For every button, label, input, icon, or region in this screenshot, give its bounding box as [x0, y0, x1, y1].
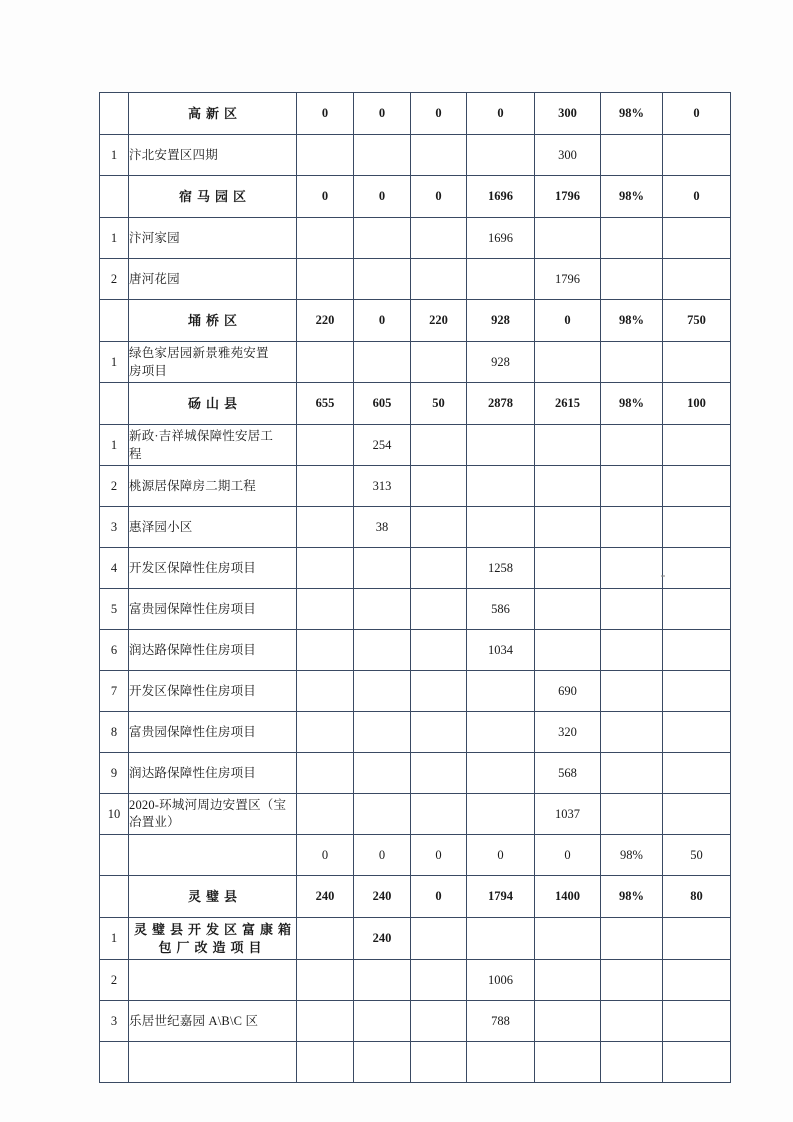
row-value-7: [663, 712, 731, 753]
row-value-2: 0: [354, 300, 411, 342]
row-value-3: 0: [411, 176, 467, 218]
row-name: 开发区保障性住房项目: [129, 671, 297, 712]
table-row: [100, 1001, 731, 1042]
row-value-6: [601, 589, 663, 630]
row-value-1: [297, 960, 354, 1001]
row-value-4: [467, 259, 535, 300]
row-value-6: [601, 712, 663, 753]
row-value-3: [411, 507, 467, 548]
row-value-4: [467, 1042, 535, 1083]
row-index: 10: [100, 794, 129, 835]
row-value-7: [663, 1001, 731, 1042]
row-name: [129, 342, 297, 383]
row-value-2: [354, 671, 411, 712]
row-index: 1: [100, 425, 129, 466]
row-value-5: [535, 589, 601, 630]
row-index: [100, 383, 129, 425]
row-value-4: [467, 425, 535, 466]
row-value-7: [663, 918, 731, 960]
row-value-5: [535, 548, 601, 589]
row-value-2: 313: [354, 466, 411, 507]
row-value-5: [535, 466, 601, 507]
row-value-2: [354, 794, 411, 835]
row-index: 1: [100, 342, 129, 383]
row-value-6: 98%: [601, 176, 663, 218]
row-value-5: [535, 507, 601, 548]
row-value-6: [601, 548, 663, 589]
row-value-2: 240: [354, 876, 411, 918]
row-value-6: 98%: [601, 300, 663, 342]
row-value-7: [663, 135, 731, 176]
row-value-4: 1794: [467, 876, 535, 918]
row-value-1: 0: [297, 835, 354, 876]
row-value-4: 1034: [467, 630, 535, 671]
row-index: 4: [100, 548, 129, 589]
row-value-5: 2615: [535, 383, 601, 425]
row-value-4: 1258: [467, 548, 535, 589]
row-value-1: 240: [297, 876, 354, 918]
row-value-2: [354, 1042, 411, 1083]
row-name: 灵璧县开发区富康箱包厂改造项目: [129, 918, 297, 960]
row-value-7: [663, 630, 731, 671]
row-name: 埇桥区: [129, 300, 297, 342]
row-value-5: 300: [535, 93, 601, 135]
row-name: 富贵园保障性住房项目: [129, 589, 297, 630]
row-index: 7: [100, 671, 129, 712]
row-value-1: [297, 589, 354, 630]
table-row: [100, 753, 731, 794]
row-value-1: 220: [297, 300, 354, 342]
row-value-1: [297, 918, 354, 960]
row-value-5: 320: [535, 712, 601, 753]
row-value-7: 80: [663, 876, 731, 918]
row-value-6: [601, 630, 663, 671]
row-value-1: [297, 507, 354, 548]
row-value-5: [535, 1042, 601, 1083]
row-value-6: 98%: [601, 876, 663, 918]
row-value-6: [601, 918, 663, 960]
row-value-7: [663, 548, 731, 589]
row-index: 2: [100, 259, 129, 300]
row-value-1: [297, 712, 354, 753]
row-value-6: [601, 259, 663, 300]
table-container: [99, 92, 730, 1083]
row-value-1: [297, 342, 354, 383]
row-value-1: [297, 218, 354, 259]
row-value-5: [535, 960, 601, 1001]
row-name-line2: 程: [129, 447, 142, 461]
row-index: 2: [100, 960, 129, 1001]
row-value-5: [535, 425, 601, 466]
row-value-5: 1796: [535, 259, 601, 300]
row-value-4: 2878: [467, 383, 535, 425]
table-row: [100, 794, 731, 835]
row-value-3: [411, 466, 467, 507]
table-row: [100, 876, 731, 918]
row-value-3: [411, 960, 467, 1001]
table-row: [100, 835, 731, 876]
row-value-7: 100: [663, 383, 731, 425]
row-value-1: [297, 753, 354, 794]
table-body: [100, 93, 731, 1083]
row-value-4: [467, 918, 535, 960]
row-value-6: [601, 960, 663, 1001]
row-value-1: [297, 548, 354, 589]
row-value-2: [354, 548, 411, 589]
row-value-4: 0: [467, 835, 535, 876]
row-value-7: [663, 507, 731, 548]
row-value-3: [411, 753, 467, 794]
table-row: [100, 1042, 731, 1083]
row-value-3: [411, 1042, 467, 1083]
row-value-1: [297, 1001, 354, 1042]
row-value-6: [601, 753, 663, 794]
row-value-6: [601, 794, 663, 835]
row-value-6: 98%: [601, 383, 663, 425]
row-value-5: [535, 918, 601, 960]
row-value-3: 0: [411, 876, 467, 918]
row-value-6: [601, 342, 663, 383]
row-value-2: [354, 1001, 411, 1042]
row-name: 乐居世纪嘉园 A\B\C 区: [129, 1001, 297, 1042]
row-name-line2: 房项目: [129, 364, 168, 378]
row-index: [100, 876, 129, 918]
row-value-6: 98%: [601, 93, 663, 135]
table-row: [100, 176, 731, 218]
row-value-7: [663, 671, 731, 712]
table-row: [100, 300, 731, 342]
row-value-3: [411, 548, 467, 589]
housing-project-table: [99, 92, 731, 1083]
row-value-2: [354, 342, 411, 383]
row-value-1: [297, 1042, 354, 1083]
row-index: 5: [100, 589, 129, 630]
row-index: 9: [100, 753, 129, 794]
row-value-2: 254: [354, 425, 411, 466]
row-value-2: [354, 753, 411, 794]
row-value-4: [467, 794, 535, 835]
row-name: 唐河花园: [129, 259, 297, 300]
row-value-3: [411, 425, 467, 466]
table-row: [100, 507, 731, 548]
table-row: [100, 712, 731, 753]
row-value-7: [663, 753, 731, 794]
row-value-7: [663, 1042, 731, 1083]
row-value-3: [411, 1001, 467, 1042]
row-value-3: 0: [411, 93, 467, 135]
row-index: [100, 300, 129, 342]
row-value-7: 0: [663, 176, 731, 218]
row-value-3: [411, 630, 467, 671]
row-name: [129, 835, 297, 876]
row-index: 8: [100, 712, 129, 753]
row-value-5: 0: [535, 300, 601, 342]
row-name: 开发区保障性住房项目: [129, 548, 297, 589]
row-index: 6: [100, 630, 129, 671]
row-value-7: [663, 425, 731, 466]
row-value-5: [535, 342, 601, 383]
row-value-3: [411, 918, 467, 960]
row-value-6: [601, 1042, 663, 1083]
table-row: [100, 630, 731, 671]
row-value-6: [601, 1001, 663, 1042]
row-value-1: [297, 259, 354, 300]
row-value-7: [663, 589, 731, 630]
row-value-5: 690: [535, 671, 601, 712]
row-value-3: [411, 589, 467, 630]
row-value-1: [297, 466, 354, 507]
row-value-4: 1696: [467, 176, 535, 218]
row-value-5: [535, 630, 601, 671]
table-row: [100, 671, 731, 712]
table-row: [100, 135, 731, 176]
row-value-3: [411, 671, 467, 712]
table-row: [100, 383, 731, 425]
row-name-line1: 绿色家居园新景雅苑安置: [129, 345, 269, 360]
scan-artifact: [661, 575, 665, 577]
row-value-4: [467, 671, 535, 712]
row-value-7: 50: [663, 835, 731, 876]
row-value-6: [601, 135, 663, 176]
row-value-7: 0: [663, 93, 731, 135]
row-name: 惠泽园小区: [129, 507, 297, 548]
row-value-4: 928: [467, 300, 535, 342]
row-name: [129, 425, 297, 466]
row-value-4: [467, 507, 535, 548]
row-value-6: [601, 671, 663, 712]
row-value-5: 1796: [535, 176, 601, 218]
row-value-2: [354, 589, 411, 630]
row-value-5: [535, 218, 601, 259]
table-row: [100, 218, 731, 259]
row-name: 砀山县: [129, 383, 297, 425]
row-name: [129, 960, 297, 1001]
row-value-2: [354, 135, 411, 176]
row-value-5: 1400: [535, 876, 601, 918]
row-value-4: [467, 712, 535, 753]
row-value-4: 1006: [467, 960, 535, 1001]
row-value-1: 655: [297, 383, 354, 425]
row-name-line1: 新政·吉祥城保障性安居工: [129, 428, 274, 443]
row-value-2: 38: [354, 507, 411, 548]
row-value-2: 0: [354, 93, 411, 135]
row-index: 1: [100, 918, 129, 960]
row-value-1: [297, 630, 354, 671]
row-value-6: [601, 218, 663, 259]
row-value-1: [297, 135, 354, 176]
row-value-7: [663, 342, 731, 383]
row-name: 灵璧县: [129, 876, 297, 918]
row-name: 汴北安置区四期: [129, 135, 297, 176]
table-row: [100, 259, 731, 300]
row-value-7: [663, 466, 731, 507]
table-row: [100, 548, 731, 589]
row-index: [100, 93, 129, 135]
row-value-3: [411, 218, 467, 259]
row-value-3: [411, 342, 467, 383]
row-index: [100, 176, 129, 218]
row-name: 润达路保障性住房项目: [129, 630, 297, 671]
row-value-1: 0: [297, 176, 354, 218]
row-value-5: 568: [535, 753, 601, 794]
row-value-4: 1696: [467, 218, 535, 259]
row-value-4: [467, 753, 535, 794]
row-value-6: 98%: [601, 835, 663, 876]
row-value-4: 788: [467, 1001, 535, 1042]
row-value-2: [354, 259, 411, 300]
row-value-7: [663, 218, 731, 259]
row-index: 3: [100, 1001, 129, 1042]
table-row: [100, 589, 731, 630]
row-value-1: [297, 794, 354, 835]
row-value-2: [354, 218, 411, 259]
row-value-2: 240: [354, 918, 411, 960]
row-value-7: 750: [663, 300, 731, 342]
row-value-2: 0: [354, 835, 411, 876]
row-index: [100, 835, 129, 876]
row-value-1: [297, 671, 354, 712]
row-value-4: 586: [467, 589, 535, 630]
row-value-1: 0: [297, 93, 354, 135]
row-value-7: [663, 794, 731, 835]
table-row: [100, 466, 731, 507]
row-value-2: 0: [354, 176, 411, 218]
row-name: 富贵园保障性住房项目: [129, 712, 297, 753]
row-value-6: [601, 507, 663, 548]
row-value-3: [411, 794, 467, 835]
row-value-6: [601, 425, 663, 466]
table-row: [100, 93, 731, 135]
row-value-2: 605: [354, 383, 411, 425]
row-value-2: [354, 960, 411, 1001]
row-value-1: [297, 425, 354, 466]
row-name: [129, 1042, 297, 1083]
row-index: 1: [100, 135, 129, 176]
row-value-5: [535, 1001, 601, 1042]
table-row: [100, 960, 731, 1001]
row-value-3: [411, 259, 467, 300]
row-value-7: [663, 259, 731, 300]
row-value-3: 220: [411, 300, 467, 342]
row-value-3: [411, 135, 467, 176]
table-row: [100, 425, 731, 466]
row-value-4: [467, 135, 535, 176]
row-value-4: 0: [467, 93, 535, 135]
row-value-2: [354, 630, 411, 671]
row-index: 2: [100, 466, 129, 507]
row-index: 3: [100, 507, 129, 548]
row-index: [100, 1042, 129, 1083]
row-name: 高新区: [129, 93, 297, 135]
row-value-2: [354, 712, 411, 753]
row-value-3: 0: [411, 835, 467, 876]
row-value-7: [663, 960, 731, 1001]
row-name: 宿马园区: [129, 176, 297, 218]
row-value-5: 0: [535, 835, 601, 876]
row-value-5: 300: [535, 135, 601, 176]
row-index: 1: [100, 218, 129, 259]
row-value-4: [467, 466, 535, 507]
row-value-3: [411, 712, 467, 753]
row-value-3: 50: [411, 383, 467, 425]
row-name: 桃源居保障房二期工程: [129, 466, 297, 507]
table-row: [100, 918, 731, 960]
row-value-6: [601, 466, 663, 507]
row-name: 2020-环城河周边安置区（宝冶置业）: [129, 794, 297, 835]
row-value-4: 928: [467, 342, 535, 383]
table-row: [100, 342, 731, 383]
row-name: 汴河家园: [129, 218, 297, 259]
row-value-5: 1037: [535, 794, 601, 835]
row-name: 润达路保障性住房项目: [129, 753, 297, 794]
